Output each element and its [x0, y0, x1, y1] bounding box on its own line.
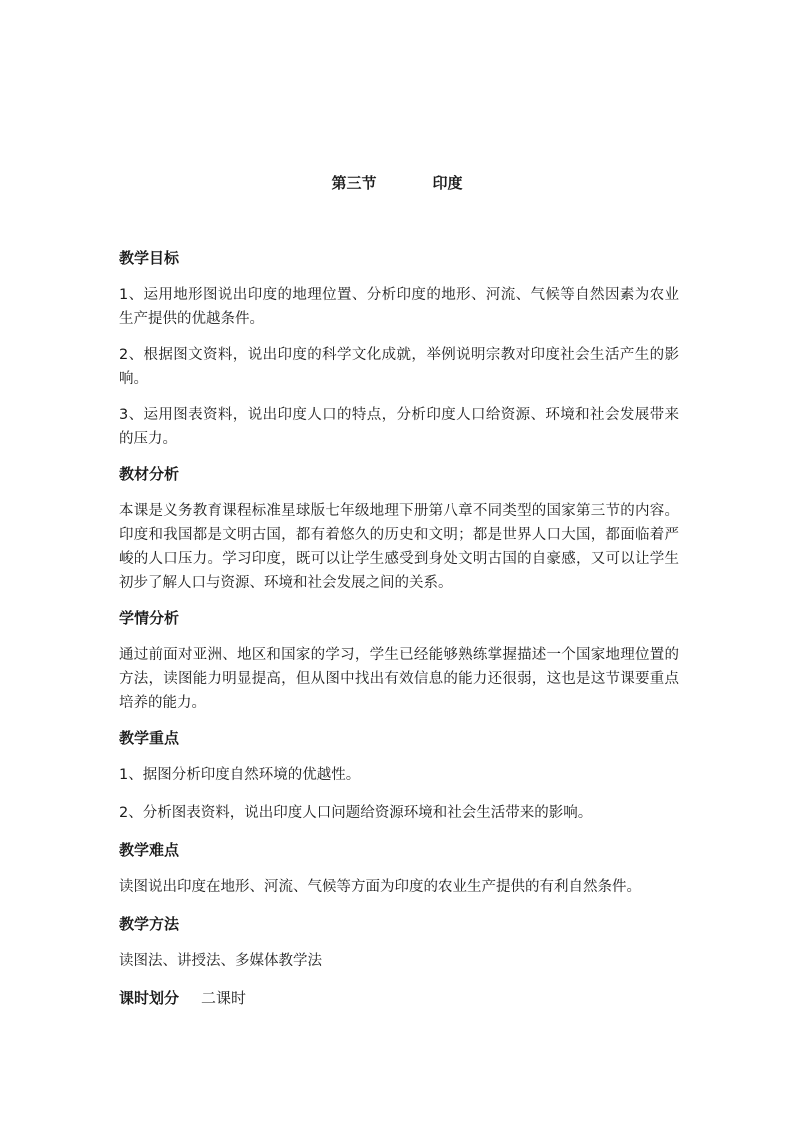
methods-text: 读图法、讲授法、多媒体教学法 [119, 953, 322, 969]
difficulty-text: 读图说出印度在地形、河流、气候等方面为印度的农业生产提供的有利自然条件。 [119, 879, 641, 895]
goal-1: 1、运用地形图说出印度的地理位置、分析印度的地形、河流、气候等自然因素为农业生产提供的优越条件。 [119, 287, 679, 327]
textbook-analysis-text: 本课是义务教育课程标准星球版七年级地理下册第八章不同类型的国家第三节的内容。印度和我国都是文明古国，都有着悠久的历史和文明；都是世界人口大国，都面临着严峻的人口压力。学习印度，既可以让学生感受到身处文明古国的自豪感，又可以让学生初步了解人口与资源、环境和社会发展之间的关系。 [119, 503, 679, 591]
heading-period: 课时划分 [119, 989, 180, 1007]
title-section: 第三节 [331, 174, 377, 192]
heading-key-points: 教学重点 [119, 729, 180, 747]
period-row [119, 987, 679, 1009]
key-point-1: 1、据图分析印度自然环境的优越性。 [119, 767, 361, 783]
period-value: 二课时 [201, 989, 247, 1007]
goal-2: 2、根据图文资料，说出印度的科学文化成就，举例说明宗教对印度社会生活产生的影响。 [119, 347, 679, 387]
heading-student-analysis: 学情分析 [119, 609, 180, 627]
heading-methods: 教学方法 [119, 915, 180, 933]
heading-teaching-goals: 教学目标 [119, 249, 180, 267]
heading-textbook-analysis: 教材分析 [119, 465, 180, 483]
goal-3: 3、运用图表资料，说出印度人口的特点，分析印度人口给资源、环境和社会发展带来的压力。 [119, 407, 679, 447]
document-body [119, 247, 679, 1009]
student-analysis-text: 通过前面对亚洲、地区和国家的学习，学生已经能够熟练掌握描述一个国家地理位置的方法，读图能力明显提高，但从图中找出有效信息的能力还很弱，这也是这节课要重点培养的能力。 [119, 647, 679, 711]
page-title [0, 172, 794, 193]
title-topic: 印度 [432, 174, 463, 192]
key-point-2: 2、分析图表资料，说出印度人口问题给资源环境和社会生活带来的影响。 [119, 805, 593, 821]
heading-difficulties: 教学难点 [119, 841, 180, 859]
